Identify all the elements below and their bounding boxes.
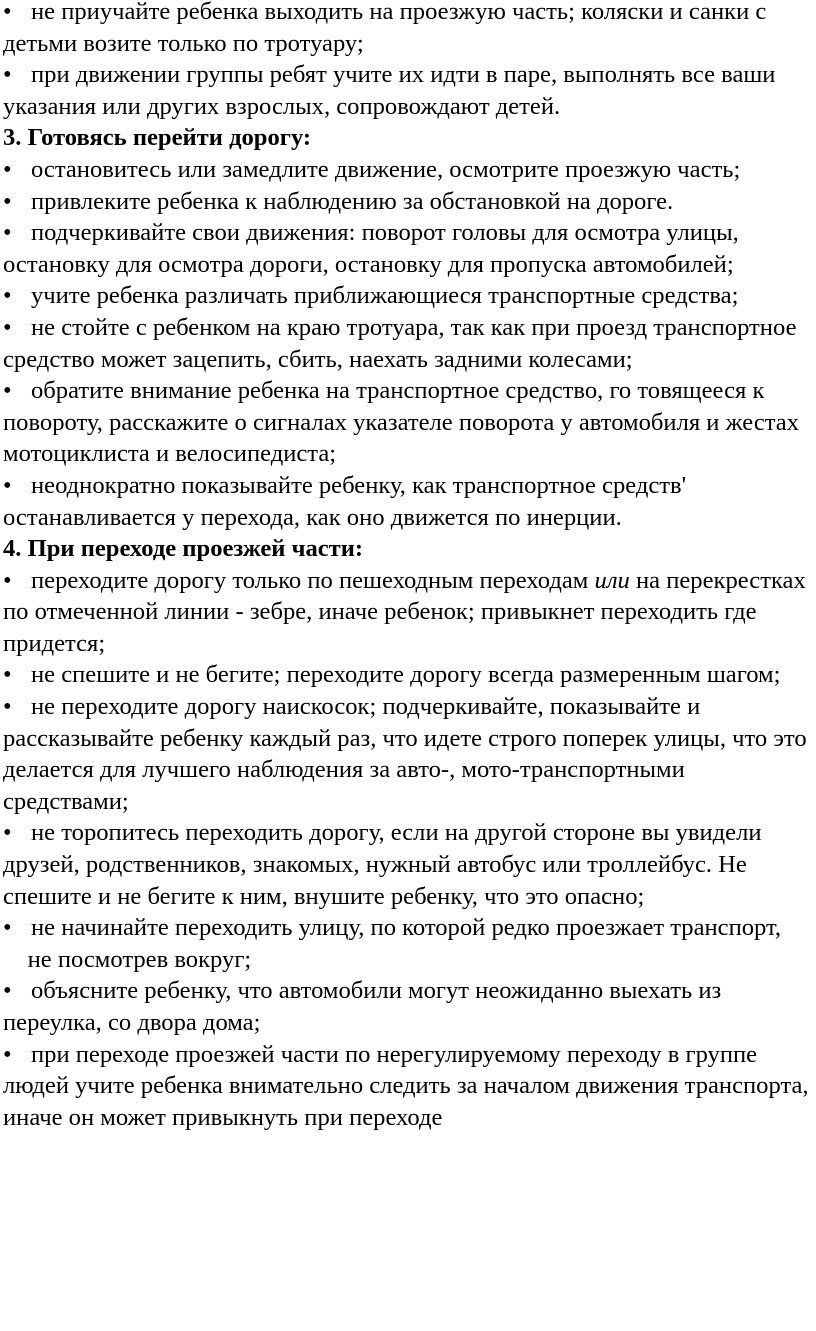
list-item [3,1039,810,1134]
list-item-text: не стойте с ребенком на краю тротуара, так как при проезд транспортное средство может зацепить, сбить, наехать задними колесами; [3,313,797,373]
bullet-icon: • [3,914,12,942]
list-item [3,691,810,817]
list-item [3,975,810,1038]
list-item-italic-text: или [594,566,630,594]
bullet-icon: • [3,155,12,183]
list-item [3,0,810,59]
list-item-text: остановитесь или замедлите движение, осмотрите проезжую часть; [31,155,741,183]
list-item-text: на перекрестках по отмеченной линии - зебре, иначе ребенок; привыкнет переходить где придется; [3,566,806,657]
list-item-text: обратите внимание ребенка на транспортное средство, го товящееся к повороту, расскажите о сигналах указателе поворота у автомобиля и жестах мотоциклиста и велосипедиста; [3,377,799,468]
bullet-icon: • [3,471,12,499]
list-item [3,817,810,912]
list-item-text: при переходе проезжей части по нерегулируемому переходу в группе людей учите ребенка внимательно следить за началом движения транспорта, иначе он может привыкнуть при переходе [3,1040,809,1131]
bullet-icon: • [3,661,12,689]
bullet-icon: • [3,819,12,847]
list-item-text: учите ребенка различать приближающиеся транспортные средства; [31,282,739,310]
list-item [3,375,810,470]
section-heading: 4. При переходе проезжей части: [3,535,364,563]
list-item [3,659,810,691]
bullet-icon: • [3,566,12,594]
list-item-text: не переходите дорогу наискосок; подчеркивайте, показывайте и рассказывайте ребенку каждый раз, что идете строго поперек улицы, что это делается для лучшего наблюдения за авто-, мото-транспортными средствами; [3,693,807,815]
list-item [3,217,810,280]
list-item-text: не посмотрев вокруг; [27,945,252,973]
list-item [3,912,810,975]
list-item-text: не торопитесь переходить дорогу, если на другой стороне вы увидели друзей, родственников, знакомых, нужный автобус или троллейбус. Не спешите и не бегите к ним, внушите ребенку, что это опасно; [3,819,762,910]
bullet-icon: • [3,1040,12,1068]
bullet-icon: • [3,377,12,405]
list-item-text: подчеркивайте свои движения: поворот головы для осмотра улицы, остановку для осмотра дороги, остановку для пропуска автомобилей; [3,219,739,278]
list-item-text: не начинайте переходить улицу, по которой редко проезжает транспорт, [31,914,782,942]
bullet-icon: • [3,693,12,721]
list-item [3,565,810,660]
list-item [3,470,810,533]
list-item-text: объясните ребенку, что автомобили могут неожиданно выехать из переулка, со двора дома; [3,977,722,1036]
list-item [3,186,810,218]
section-heading: 3. Готовясь перейти дорогу: [3,124,312,152]
bullet-icon: • [3,187,12,215]
list-item [3,280,810,312]
list-item-text: привлеките ребенка к наблюдению за обстановкой на дороге. [31,187,674,215]
bullet-icon: • [3,0,12,25]
bullet-icon: • [3,313,12,341]
list-item-text: не приучайте ребенка выходить на проезжую часть; коляски и санки с детьми возите только по тротуару; [3,0,767,57]
list-item-text: при движении группы ребят учите их идти в паре, выполнять все ваши указания или других взрослых, сопровождают детей. [3,61,776,120]
list-item [3,154,810,186]
list-item [3,59,810,122]
list-item [3,312,810,375]
bullet-icon: • [3,219,12,247]
list-item-text: переходите дорогу только по пешеходным переходам [31,566,589,594]
list-item-text: не спешите и не бегите; переходите дорогу всегда размеренным шагом; [31,661,781,689]
bullet-icon: • [3,61,12,89]
list-item-text: неоднократно показывайте ребенку, как транспортное средств' останавливается у перехода, как оно движется по инерции. [3,471,687,531]
bullet-icon: • [3,282,12,310]
bullet-icon: • [3,977,12,1005]
